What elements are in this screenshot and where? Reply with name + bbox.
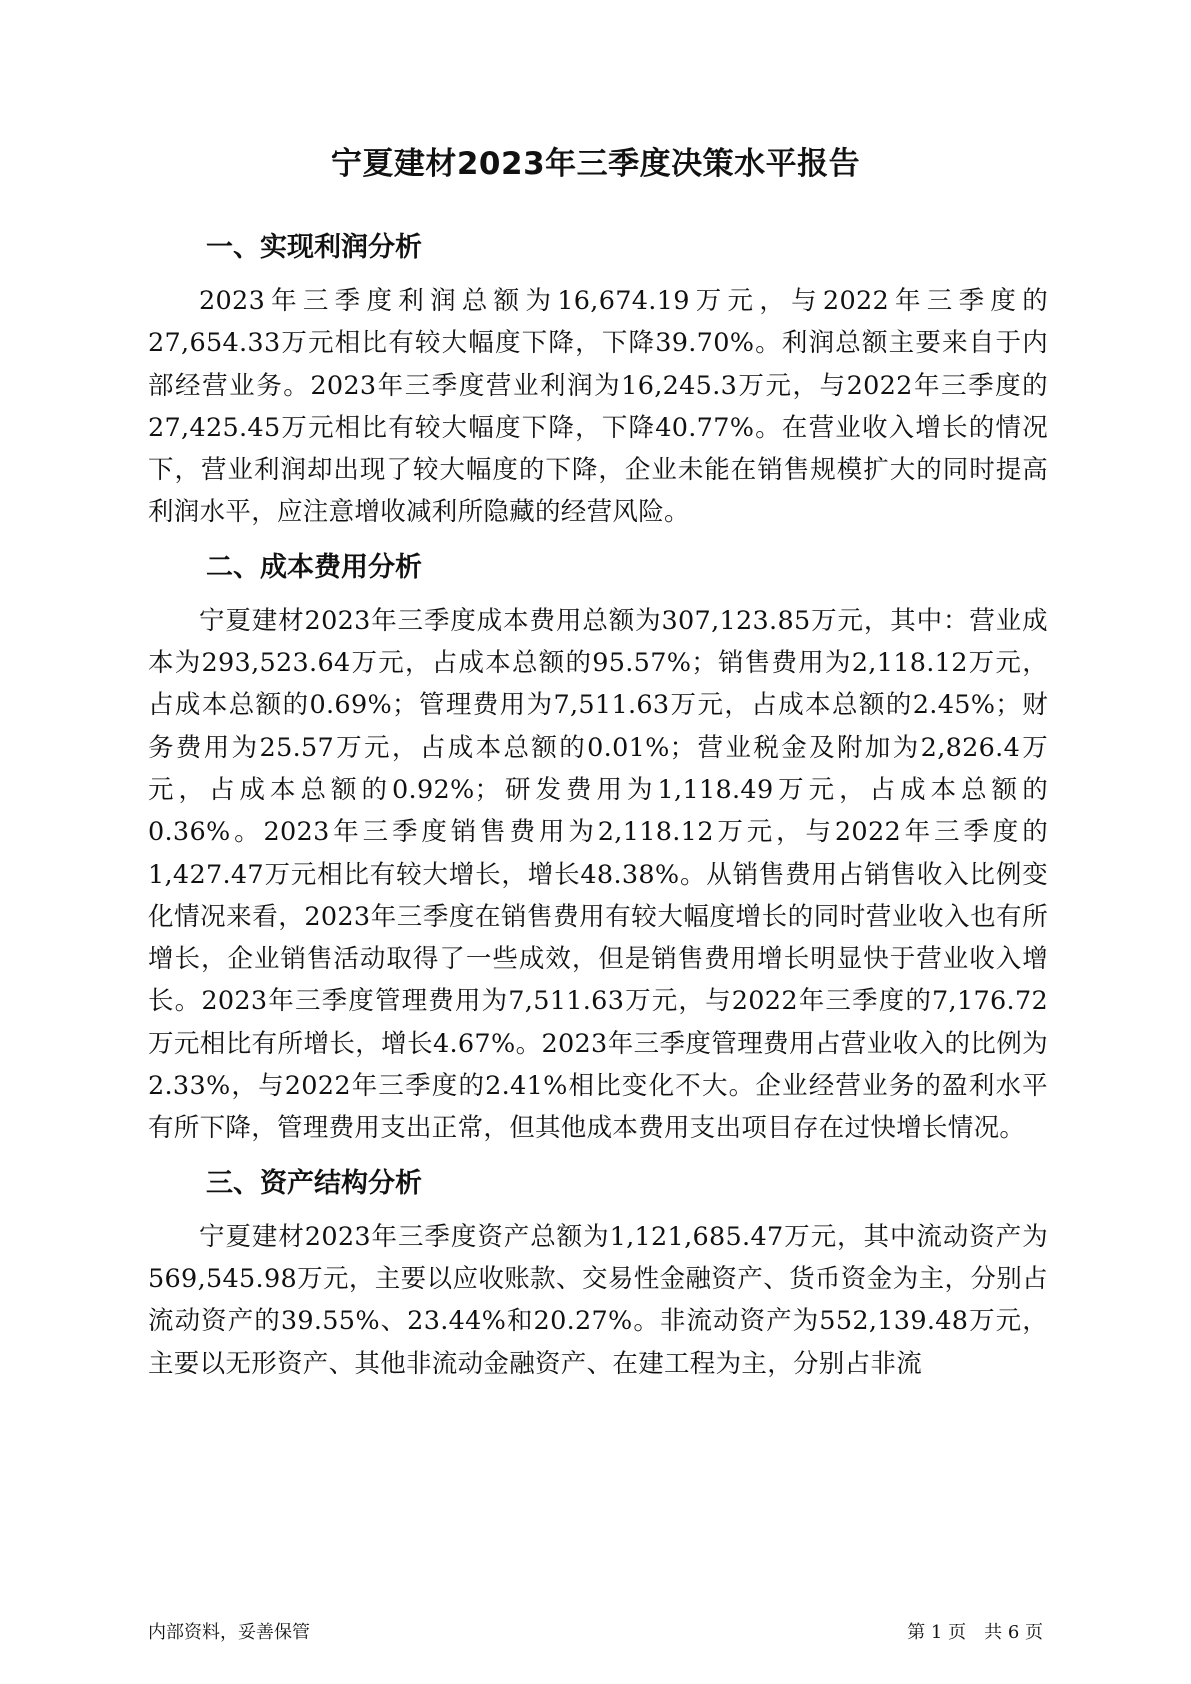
- section-heading-cost: 二、成本费用分析: [206, 551, 422, 583]
- section-paragraph-profit: 2023年三季度利润总额为16,674.19万元，与2022年三季度的27,654.33万元相比有较大幅度下降，下降39.70%。利润总额主要来自于内部经营业务。2023年三季度营业利润为16,245.3万元，与2022年三季度的27,425.45万元相比有较大幅度下降，下降40.77%。在营业收入增长的情况下，营业利润却出现了较大幅度的下降，企业未能在销售规模扩大的同时提高利润水平，应注意增收减利所隐藏的经营风险。: [148, 286, 1048, 528]
- section-heading-profit: 一、实现利润分析: [206, 232, 422, 263]
- section-heading-assets: 三、资产结构分析: [206, 1167, 422, 1199]
- footer-confidential-note: 内部资料，妥善保管: [148, 1622, 310, 1643]
- section-paragraph-assets: 宁夏建材2023年三季度资产总额为1,121,685.47万元，其中流动资产为569,545.98万元，主要以应收账款、交易性金融资产、货币资金为主，分别占流动资产的39.55%、23.44%和20.27%。非流动资产为552,139.48万元，主要以无形资产、其他非流动金融资产、在建工程为主，分别占非流: [148, 1221, 1048, 1379]
- footer-page-number: 第 1 页 共 6 页: [907, 1622, 1043, 1643]
- section-paragraph-cost: 宁夏建材2023年三季度成本费用总额为307,123.85万元，其中：营业成本为293,523.64万元，占成本总额的95.57%；销售费用为2,118.12万元，占成本总额的0.69%；管理费用为7,511.63万元，占成本总额的2.45%；财务费用为25.57万元，占成本总额的0.01%；营业税金及附加为2,826.4万元，占成本总额的0.92%；研发费用为1,118.49万元，占成本总额的0.36%。2023年三季度销售费用为2,118.12万元，与2022年三季度的1,427.47万元相比有较大增长，增长48.38%。从销售费用占销售收入比例变化情况来看，2023年三季度在销售费用有较大幅度增长的同时营业收入也有所增长，企业销售活动取得了一些成效，但是销售费用增长明显快于营业收入增长。2023年三季度管理费用为7,511.63万元，与2022年三季度的7,176.72万元相比有所增长，增长4.67%。2023年三季度管理费用占营业收入的比例为2.33%，与2022年三季度的2.41%相比变化不大。企业经营业务的盈利水平有所下降，管理费用支出正常，但其他成本费用支出项目存在过快增长情况。: [148, 605, 1048, 1144]
- page-title: 宁夏建材2023年三季度决策水平报告: [330, 146, 861, 182]
- document-body: [148, 228, 1048, 1385]
